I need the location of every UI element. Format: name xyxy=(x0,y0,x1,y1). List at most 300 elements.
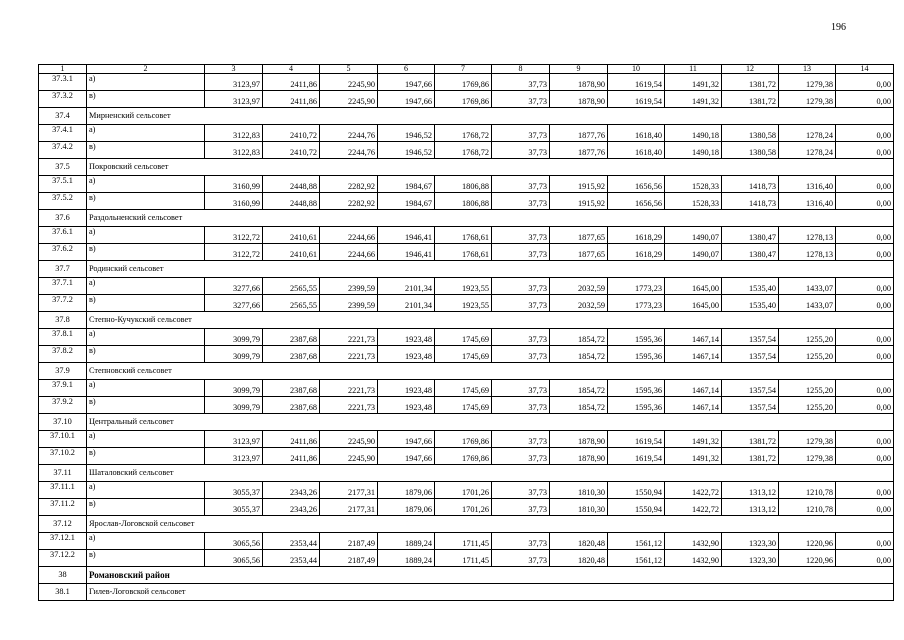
value-cell: 1490,07 xyxy=(665,244,722,261)
section-title: Покровский сельсовет xyxy=(87,159,894,176)
value-cell: 1278,24 xyxy=(779,142,836,159)
value-cell: 1923,48 xyxy=(378,380,435,397)
row-label: а) xyxy=(87,278,205,295)
value-cell: 37,73 xyxy=(492,193,550,210)
value-cell: 1773,23 xyxy=(608,295,665,312)
value-cell: 1773,23 xyxy=(608,278,665,295)
value-cell: 1889,24 xyxy=(378,533,435,550)
row-code: 37.8.1 xyxy=(39,329,87,346)
section-row xyxy=(39,414,894,431)
value-cell: 1618,29 xyxy=(608,244,665,261)
table-row xyxy=(39,533,894,550)
value-cell: 1810,30 xyxy=(550,499,608,516)
table-row xyxy=(39,278,894,295)
value-cell: 1491,32 xyxy=(665,448,722,465)
value-cell: 0,00 xyxy=(836,176,894,193)
value-cell: 3160,99 xyxy=(205,193,263,210)
value-cell: 1313,12 xyxy=(722,499,779,516)
row-code: 37.11.2 xyxy=(39,499,87,516)
row-code: 37.8 xyxy=(39,312,87,329)
value-cell: 3099,79 xyxy=(205,329,263,346)
value-cell: 3123,97 xyxy=(205,431,263,448)
value-cell: 1745,69 xyxy=(435,397,492,414)
value-cell: 2399,59 xyxy=(320,295,378,312)
value-cell: 1645,00 xyxy=(665,295,722,312)
value-cell: 1879,06 xyxy=(378,499,435,516)
value-cell: 1323,30 xyxy=(722,550,779,567)
value-cell: 1711,45 xyxy=(435,550,492,567)
section-row xyxy=(39,159,894,176)
column-header: 4 xyxy=(263,65,320,74)
section-title: Родинский сельсовет xyxy=(87,261,894,278)
page-number: 196 xyxy=(831,22,846,33)
value-cell: 2343,26 xyxy=(263,482,320,499)
value-cell: 2177,31 xyxy=(320,499,378,516)
value-cell: 0,00 xyxy=(836,244,894,261)
value-cell: 3099,79 xyxy=(205,397,263,414)
row-code: 37.8.2 xyxy=(39,346,87,363)
row-code: 37.7.1 xyxy=(39,278,87,295)
value-cell: 1923,55 xyxy=(435,278,492,295)
table-row xyxy=(39,431,894,448)
value-cell: 1561,12 xyxy=(608,533,665,550)
value-cell: 1433,07 xyxy=(779,295,836,312)
table-row xyxy=(39,193,894,210)
value-cell: 0,00 xyxy=(836,278,894,295)
value-cell: 2411,86 xyxy=(263,74,320,91)
value-cell: 3122,72 xyxy=(205,244,263,261)
row-code: 37.10 xyxy=(39,414,87,431)
value-cell: 2343,26 xyxy=(263,499,320,516)
row-code: 37.10.1 xyxy=(39,431,87,448)
value-cell: 1947,66 xyxy=(378,448,435,465)
section-row xyxy=(39,210,894,227)
row-code: 38.1 xyxy=(39,584,87,601)
row-code: 37.5 xyxy=(39,159,87,176)
value-cell: 0,00 xyxy=(836,329,894,346)
table-row xyxy=(39,227,894,244)
row-code: 37.5.2 xyxy=(39,193,87,210)
value-cell: 1535,40 xyxy=(722,278,779,295)
row-code: 37.10.2 xyxy=(39,448,87,465)
value-cell: 1380,58 xyxy=(722,142,779,159)
value-cell: 1210,78 xyxy=(779,482,836,499)
value-cell: 1357,54 xyxy=(722,380,779,397)
value-cell: 37,73 xyxy=(492,550,550,567)
table-header-row xyxy=(39,65,894,74)
value-cell: 0,00 xyxy=(836,346,894,363)
table-row xyxy=(39,244,894,261)
value-cell: 2221,73 xyxy=(320,329,378,346)
value-cell: 1618,29 xyxy=(608,227,665,244)
value-cell: 37,73 xyxy=(492,295,550,312)
row-label: а) xyxy=(87,329,205,346)
value-cell: 1220,96 xyxy=(779,533,836,550)
value-cell: 2244,76 xyxy=(320,142,378,159)
value-cell: 2101,34 xyxy=(378,295,435,312)
value-cell: 37,73 xyxy=(492,329,550,346)
row-label: в) xyxy=(87,397,205,414)
value-cell: 2387,68 xyxy=(263,380,320,397)
value-cell: 1769,86 xyxy=(435,74,492,91)
row-code: 37.11.1 xyxy=(39,482,87,499)
column-header: 2 xyxy=(87,65,205,74)
value-cell: 1432,90 xyxy=(665,550,722,567)
row-code: 37.7.2 xyxy=(39,295,87,312)
row-code: 37.4.2 xyxy=(39,142,87,159)
value-cell: 1879,06 xyxy=(378,482,435,499)
value-cell: 1255,20 xyxy=(779,397,836,414)
value-cell: 1380,47 xyxy=(722,244,779,261)
value-cell: 0,00 xyxy=(836,397,894,414)
value-cell: 1854,72 xyxy=(550,346,608,363)
value-cell: 3099,79 xyxy=(205,346,263,363)
table-row xyxy=(39,74,894,91)
value-cell: 2387,68 xyxy=(263,329,320,346)
value-cell: 0,00 xyxy=(836,448,894,465)
value-cell: 1923,48 xyxy=(378,329,435,346)
value-cell: 1984,67 xyxy=(378,176,435,193)
row-label: в) xyxy=(87,550,205,567)
value-cell: 2177,31 xyxy=(320,482,378,499)
value-cell: 0,00 xyxy=(836,533,894,550)
value-cell: 1877,76 xyxy=(550,125,608,142)
value-cell: 1278,13 xyxy=(779,244,836,261)
value-cell: 1820,48 xyxy=(550,550,608,567)
value-cell: 37,73 xyxy=(492,176,550,193)
table-row xyxy=(39,176,894,193)
value-cell: 1923,48 xyxy=(378,397,435,414)
value-cell: 3055,37 xyxy=(205,499,263,516)
value-cell: 0,00 xyxy=(836,499,894,516)
table-row xyxy=(39,380,894,397)
value-cell: 2410,72 xyxy=(263,142,320,159)
row-code: 37.6.2 xyxy=(39,244,87,261)
row-code: 37.6.1 xyxy=(39,227,87,244)
value-cell: 1357,54 xyxy=(722,346,779,363)
value-cell: 1418,73 xyxy=(722,193,779,210)
value-cell: 0,00 xyxy=(836,193,894,210)
value-cell: 37,73 xyxy=(492,499,550,516)
row-label: в) xyxy=(87,295,205,312)
table-row xyxy=(39,91,894,108)
value-cell: 0,00 xyxy=(836,227,894,244)
value-cell: 1422,72 xyxy=(665,482,722,499)
value-cell: 2399,59 xyxy=(320,278,378,295)
value-cell: 1947,66 xyxy=(378,74,435,91)
value-cell: 1768,72 xyxy=(435,142,492,159)
row-code: 38 xyxy=(39,567,87,584)
value-cell: 1946,52 xyxy=(378,142,435,159)
section-title: Степновский сельсовет xyxy=(87,363,894,380)
row-code: 37.3.1 xyxy=(39,74,87,91)
value-cell: 1877,65 xyxy=(550,244,608,261)
value-cell: 1550,94 xyxy=(608,482,665,499)
value-cell: 0,00 xyxy=(836,125,894,142)
value-cell: 1619,54 xyxy=(608,91,665,108)
value-cell: 1467,14 xyxy=(665,397,722,414)
value-cell: 2411,86 xyxy=(263,448,320,465)
section-title: Шаталовский сельсовет xyxy=(87,465,894,482)
value-cell: 1618,40 xyxy=(608,125,665,142)
row-label: а) xyxy=(87,431,205,448)
value-cell: 2353,44 xyxy=(263,533,320,550)
row-label: в) xyxy=(87,346,205,363)
value-cell: 1806,88 xyxy=(435,176,492,193)
table-row xyxy=(39,482,894,499)
value-cell: 3055,37 xyxy=(205,482,263,499)
value-cell: 1491,32 xyxy=(665,91,722,108)
value-cell: 37,73 xyxy=(492,533,550,550)
column-header: 11 xyxy=(665,65,722,74)
value-cell: 1490,18 xyxy=(665,125,722,142)
row-label: в) xyxy=(87,193,205,210)
value-cell: 3099,79 xyxy=(205,380,263,397)
row-label: в) xyxy=(87,499,205,516)
value-cell: 1878,90 xyxy=(550,431,608,448)
value-cell: 1357,54 xyxy=(722,397,779,414)
value-cell: 1915,92 xyxy=(550,193,608,210)
value-cell: 1877,65 xyxy=(550,227,608,244)
row-label: а) xyxy=(87,74,205,91)
value-cell: 1278,13 xyxy=(779,227,836,244)
row-label: в) xyxy=(87,244,205,261)
value-cell: 2221,73 xyxy=(320,397,378,414)
value-cell: 0,00 xyxy=(836,431,894,448)
value-cell: 1656,56 xyxy=(608,193,665,210)
value-cell: 1806,88 xyxy=(435,193,492,210)
section-row xyxy=(39,584,894,601)
value-cell: 1619,54 xyxy=(608,74,665,91)
value-cell: 3160,99 xyxy=(205,176,263,193)
column-header: 3 xyxy=(205,65,263,74)
row-code: 37.5.1 xyxy=(39,176,87,193)
column-header: 10 xyxy=(608,65,665,74)
value-cell: 1915,92 xyxy=(550,176,608,193)
value-cell: 1422,72 xyxy=(665,499,722,516)
value-cell: 1618,40 xyxy=(608,142,665,159)
section-row xyxy=(39,312,894,329)
value-cell: 1490,07 xyxy=(665,227,722,244)
value-cell: 37,73 xyxy=(492,346,550,363)
row-code: 37.7 xyxy=(39,261,87,278)
value-cell: 1656,56 xyxy=(608,176,665,193)
value-cell: 1946,52 xyxy=(378,125,435,142)
value-cell: 2245,90 xyxy=(320,431,378,448)
value-cell: 1595,36 xyxy=(608,329,665,346)
value-cell: 37,73 xyxy=(492,244,550,261)
value-cell: 37,73 xyxy=(492,125,550,142)
value-cell: 0,00 xyxy=(836,295,894,312)
table-row xyxy=(39,499,894,516)
district-title: Романовский район xyxy=(87,567,894,584)
value-cell: 1279,38 xyxy=(779,448,836,465)
value-cell: 1432,90 xyxy=(665,533,722,550)
value-cell: 1561,12 xyxy=(608,550,665,567)
column-header: 12 xyxy=(722,65,779,74)
value-cell: 0,00 xyxy=(836,74,894,91)
value-cell: 1210,78 xyxy=(779,499,836,516)
value-cell: 1279,38 xyxy=(779,91,836,108)
value-cell: 1491,32 xyxy=(665,431,722,448)
table-row xyxy=(39,295,894,312)
column-header: 9 xyxy=(550,65,608,74)
row-label: а) xyxy=(87,227,205,244)
row-code: 37.12 xyxy=(39,516,87,533)
value-cell: 1854,72 xyxy=(550,329,608,346)
value-cell: 1490,18 xyxy=(665,142,722,159)
value-cell: 37,73 xyxy=(492,142,550,159)
value-cell: 1528,33 xyxy=(665,193,722,210)
value-cell: 3277,66 xyxy=(205,295,263,312)
value-cell: 1323,30 xyxy=(722,533,779,550)
value-cell: 0,00 xyxy=(836,142,894,159)
column-header: 14 xyxy=(836,65,894,74)
value-cell: 2244,76 xyxy=(320,125,378,142)
value-cell: 1381,72 xyxy=(722,91,779,108)
row-label: а) xyxy=(87,482,205,499)
section-row xyxy=(39,465,894,482)
value-cell: 3122,83 xyxy=(205,125,263,142)
row-label: а) xyxy=(87,380,205,397)
value-cell: 1889,24 xyxy=(378,550,435,567)
row-code: 37.4 xyxy=(39,108,87,125)
value-cell: 1768,72 xyxy=(435,125,492,142)
value-cell: 37,73 xyxy=(492,448,550,465)
value-cell: 1745,69 xyxy=(435,380,492,397)
section-title: Центральный сельсовет xyxy=(87,414,894,431)
value-cell: 1877,76 xyxy=(550,142,608,159)
value-cell: 1595,36 xyxy=(608,380,665,397)
value-cell: 1701,26 xyxy=(435,499,492,516)
value-cell: 1810,30 xyxy=(550,482,608,499)
row-label: а) xyxy=(87,176,205,193)
value-cell: 1768,61 xyxy=(435,244,492,261)
value-cell: 2221,73 xyxy=(320,380,378,397)
value-cell: 1467,14 xyxy=(665,380,722,397)
value-cell: 1381,72 xyxy=(722,74,779,91)
value-cell: 1357,54 xyxy=(722,329,779,346)
row-code: 37.11 xyxy=(39,465,87,482)
row-label: в) xyxy=(87,142,205,159)
value-cell: 1854,72 xyxy=(550,397,608,414)
value-cell: 3123,97 xyxy=(205,91,263,108)
value-cell: 1768,61 xyxy=(435,227,492,244)
value-cell: 2245,90 xyxy=(320,448,378,465)
table-row xyxy=(39,346,894,363)
section-title: Степно-Кучукский сельсовет xyxy=(87,312,894,329)
value-cell: 2032,59 xyxy=(550,278,608,295)
value-cell: 37,73 xyxy=(492,74,550,91)
value-cell: 1550,94 xyxy=(608,499,665,516)
value-cell: 1467,14 xyxy=(665,346,722,363)
value-cell: 2410,61 xyxy=(263,227,320,244)
section-row xyxy=(39,261,894,278)
value-cell: 1619,54 xyxy=(608,448,665,465)
value-cell: 2410,61 xyxy=(263,244,320,261)
table-row xyxy=(39,448,894,465)
column-header: 7 xyxy=(435,65,492,74)
column-header: 5 xyxy=(320,65,378,74)
table-row xyxy=(39,550,894,567)
value-cell: 2387,68 xyxy=(263,346,320,363)
value-cell: 1854,72 xyxy=(550,380,608,397)
value-cell: 37,73 xyxy=(492,380,550,397)
value-cell: 1984,67 xyxy=(378,193,435,210)
value-cell: 1380,47 xyxy=(722,227,779,244)
row-code: 37.9 xyxy=(39,363,87,380)
value-cell: 2245,90 xyxy=(320,74,378,91)
value-cell: 37,73 xyxy=(492,278,550,295)
column-header: 13 xyxy=(779,65,836,74)
value-cell: 37,73 xyxy=(492,397,550,414)
row-code: 37.6 xyxy=(39,210,87,227)
value-cell: 37,73 xyxy=(492,431,550,448)
value-cell: 1769,86 xyxy=(435,91,492,108)
value-cell: 1279,38 xyxy=(779,74,836,91)
value-cell: 0,00 xyxy=(836,482,894,499)
value-cell: 2187,49 xyxy=(320,533,378,550)
value-cell: 1418,73 xyxy=(722,176,779,193)
value-cell: 37,73 xyxy=(492,91,550,108)
value-cell: 1255,20 xyxy=(779,380,836,397)
value-cell: 2448,88 xyxy=(263,176,320,193)
section-row xyxy=(39,516,894,533)
value-cell: 1947,66 xyxy=(378,91,435,108)
value-cell: 1923,55 xyxy=(435,295,492,312)
value-cell: 1381,72 xyxy=(722,431,779,448)
section-row xyxy=(39,363,894,380)
value-cell: 1316,40 xyxy=(779,176,836,193)
value-cell: 2245,90 xyxy=(320,91,378,108)
value-cell: 0,00 xyxy=(836,550,894,567)
row-label: в) xyxy=(87,91,205,108)
value-cell: 3123,97 xyxy=(205,448,263,465)
value-cell: 1701,26 xyxy=(435,482,492,499)
value-cell: 1645,00 xyxy=(665,278,722,295)
section-title: Гилев-Логовской сельсовет xyxy=(87,584,894,601)
column-header: 6 xyxy=(378,65,435,74)
value-cell: 1255,20 xyxy=(779,346,836,363)
section-title: Мирненский сельсовет xyxy=(87,108,894,125)
value-cell: 1380,58 xyxy=(722,125,779,142)
row-code: 37.4.1 xyxy=(39,125,87,142)
table-row xyxy=(39,397,894,414)
section-title: Раздольненский сельсовет xyxy=(87,210,894,227)
value-cell: 1278,24 xyxy=(779,125,836,142)
value-cell: 3122,72 xyxy=(205,227,263,244)
column-header: 1 xyxy=(39,65,87,74)
column-header: 8 xyxy=(492,65,550,74)
value-cell: 2187,49 xyxy=(320,550,378,567)
value-cell: 1528,33 xyxy=(665,176,722,193)
value-cell: 3065,56 xyxy=(205,550,263,567)
value-cell: 1878,90 xyxy=(550,91,608,108)
value-cell: 2565,55 xyxy=(263,278,320,295)
value-cell: 2221,73 xyxy=(320,346,378,363)
value-cell: 1255,20 xyxy=(779,329,836,346)
value-cell: 0,00 xyxy=(836,380,894,397)
value-cell: 2101,34 xyxy=(378,278,435,295)
row-label: в) xyxy=(87,448,205,465)
value-cell: 1313,12 xyxy=(722,482,779,499)
value-cell: 1820,48 xyxy=(550,533,608,550)
value-cell: 37,73 xyxy=(492,482,550,499)
table-row xyxy=(39,125,894,142)
value-cell: 1467,14 xyxy=(665,329,722,346)
value-cell: 2387,68 xyxy=(263,397,320,414)
value-cell: 1220,96 xyxy=(779,550,836,567)
